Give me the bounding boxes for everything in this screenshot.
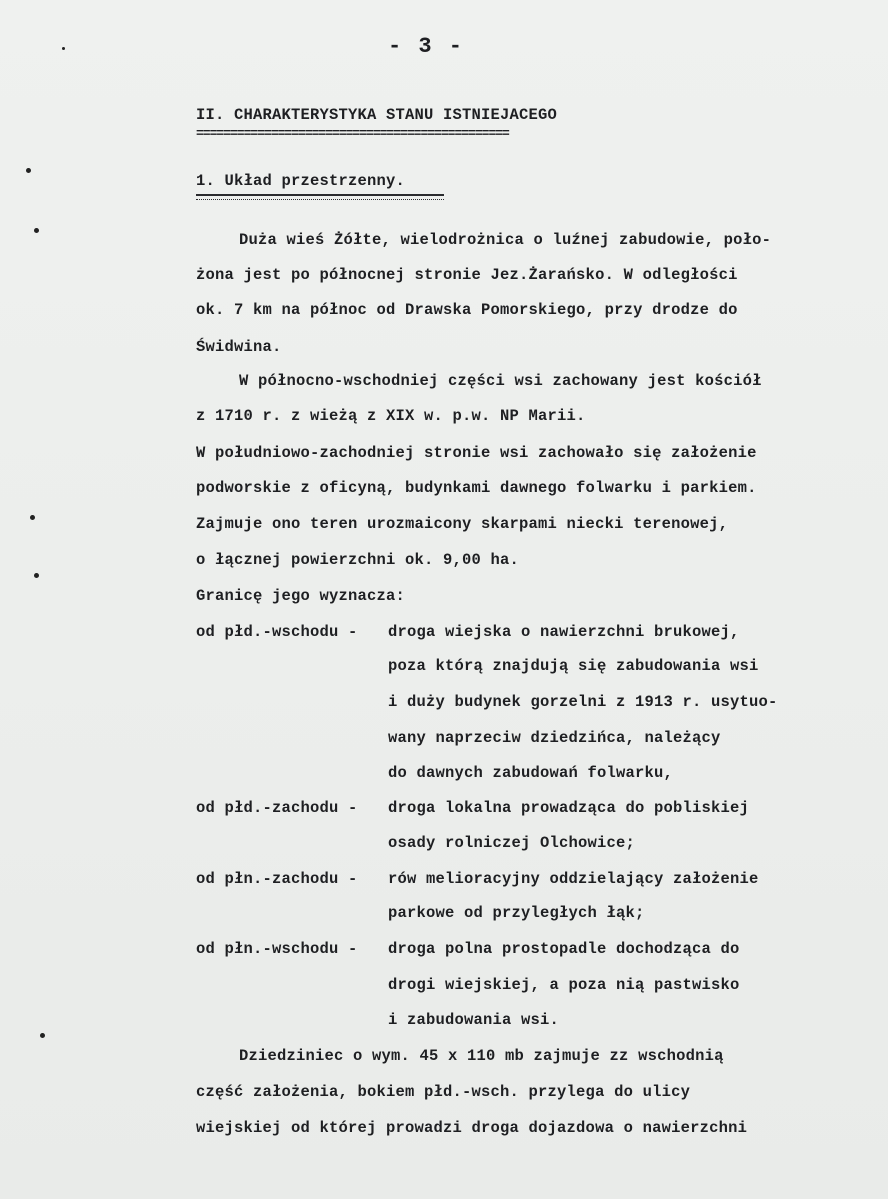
heading-double-underline: ============================================== bbox=[196, 126, 509, 141]
subsection-underline bbox=[196, 194, 444, 200]
page-number: - 3 - bbox=[388, 34, 465, 59]
boundary-line: do dawnych zabudowań folwarku, bbox=[388, 764, 674, 782]
boundary-line: drogi wiejskiej, a poza nią pastwisko bbox=[388, 976, 740, 994]
section-heading: II. CHARAKTERYSTYKA STANU ISTNIEJACEGO bbox=[196, 106, 558, 124]
subsection-heading: 1. Układ przestrzenny. bbox=[196, 172, 406, 190]
body-line: Dziedziniec o wym. 45 x 110 mb zajmuje zz wschodnią bbox=[239, 1047, 724, 1065]
body-line: W północno-wschodniej części wsi zachowany jest kościół bbox=[239, 372, 762, 390]
boundary-line: osady rolniczej Olchowice; bbox=[388, 834, 636, 852]
body-line: o łącznej powierzchni ok. 9,00 ha. bbox=[196, 551, 520, 569]
binding-hole-mark bbox=[26, 168, 31, 173]
body-line: żona jest po północnej stronie Jez.Żarańsko. W odległości bbox=[196, 266, 738, 284]
boundary-line: droga polna prostopadle dochodząca do bbox=[388, 940, 740, 958]
boundary-line: wany naprzeciw dziedzińca, należący bbox=[388, 729, 721, 747]
body-line: W południowo-zachodniej stronie wsi zachowało się założenie bbox=[196, 444, 757, 462]
body-line: część założenia, bokiem płd.-wsch. przylega do ulicy bbox=[196, 1083, 691, 1101]
body-line: ok. 7 km na północ od Drawska Pomorskiego, przy drodze do bbox=[196, 301, 738, 319]
boundary-label: od płd.-zachodu - bbox=[196, 799, 358, 817]
binding-hole-mark bbox=[30, 515, 35, 520]
body-line: Duża wieś Żółte, wielodrożnica o luźnej zabudowie, poło- bbox=[239, 231, 772, 249]
boundary-label: od płd.-wschodu - bbox=[196, 623, 358, 641]
boundary-line: parkowe od przyległych łąk; bbox=[388, 904, 645, 922]
boundary-line: droga lokalna prowadząca do pobliskiej bbox=[388, 799, 750, 817]
body-line: wiejskiej od której prowadzi droga dojazdowa o nawierzchni bbox=[196, 1119, 748, 1137]
body-line: podworskie z oficyną, budynkami dawnego folwarku i parkiem. bbox=[196, 479, 757, 497]
body-line: Zajmuje ono teren urozmaicony skarpami niecki terenowej, bbox=[196, 515, 729, 533]
boundary-label: od płn.-wschodu - bbox=[196, 940, 358, 958]
boundary-label: od płn.-zachodu - bbox=[196, 870, 358, 888]
boundary-line: droga wiejska o nawierzchni brukowej, bbox=[388, 623, 740, 641]
binding-hole-mark bbox=[40, 1033, 45, 1038]
boundary-line: rów melioracyjny oddzielający założenie bbox=[388, 870, 759, 888]
boundary-line: i duży budynek gorzelni z 1913 r. usytuo- bbox=[388, 693, 778, 711]
boundary-line: poza którą znajdują się zabudowania wsi bbox=[388, 657, 759, 675]
body-line: Granicę jego wyznacza: bbox=[196, 587, 406, 605]
boundary-line: i zabudowania wsi. bbox=[388, 1011, 560, 1029]
binding-hole-mark bbox=[34, 573, 39, 578]
binding-hole-mark bbox=[34, 228, 39, 233]
body-line: z 1710 r. z wieżą z XIX w. p.w. NP Marii. bbox=[196, 407, 586, 425]
binding-hole-mark bbox=[62, 47, 65, 50]
body-line: Świdwina. bbox=[196, 338, 282, 356]
